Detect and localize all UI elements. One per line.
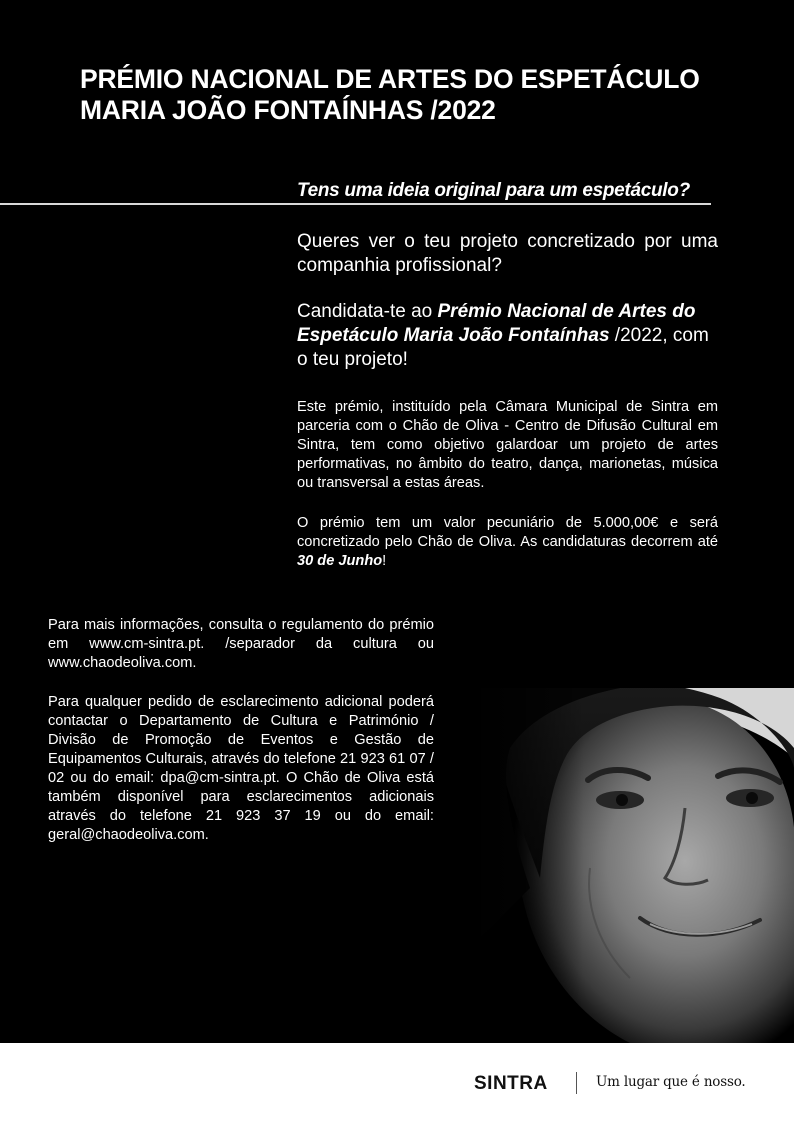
contact-paragraph: Para qualquer pedido de esclarecimento adicional poderá contactar o Departamento de Cultura e Património / Divisão de Promoção de Eventos e Gestão de Equipamentos Culturais, através do telefone 21 923 61 07 / 02 ou do email: dpa@cm-sintra.pt. O Chão de Oliva está também disponível para esclarecimentos adicionais através do telefone 21 923 37 19 ou do email: geral@chaodeoliva.com. xyxy=(48,694,434,843)
lead-question: Queres ver o teu projeto concretizado por uma companhia profissional? xyxy=(297,231,718,276)
cta-prefix: Candidata-te ao xyxy=(297,301,438,322)
award-description: Este prémio, instituído pela Câmara Municipal de Sintra em parceria com o Chão de Oliva - Centro de Difusão Cultural em Sintra, tem como objetivo galardoar um projeto de artes performativas, no âmbito do teatro, dança, marionetas, música ou transversal a estas áreas. xyxy=(297,399,718,491)
footer-divider xyxy=(576,1072,577,1094)
award-name: Prémio Nacional de Artes do Espetáculo Maria João Fontaínhas xyxy=(297,301,696,346)
prize-text-end: ! xyxy=(382,553,387,569)
lead-call-to-action xyxy=(297,300,718,372)
divider-rule xyxy=(0,203,711,205)
footer-bar xyxy=(0,1043,794,1123)
prize-value-paragraph xyxy=(297,514,718,571)
slogan: Um lugar que é nosso. xyxy=(596,1074,746,1090)
cta-suffix: /2022, com o teu projeto! xyxy=(297,325,709,370)
sintra-logo: SINTRA xyxy=(474,1073,548,1094)
title-line-1: PRÉMIO NACIONAL DE ARTES DO ESPETÁCULO xyxy=(80,64,700,94)
tagline: Tens uma ideia original para um espetáculo? xyxy=(297,180,690,201)
prize-text: O prémio tem um valor pecuniário de 5.000,00€ e será concretizado pelo Chão de Oliva. As candidaturas decorrem até xyxy=(297,515,718,550)
portrait-photo xyxy=(470,688,794,1043)
more-info-paragraph: Para mais informações, consulta o regulamento do prémio em www.cm-sintra.pt. /separador da cultura ou www.chaodeoliva.com. xyxy=(48,617,434,671)
deadline: 30 de Junho xyxy=(297,553,383,569)
poster-title xyxy=(80,64,760,126)
title-line-2: MARIA JOÃO FONTAÍNHAS /2022 xyxy=(80,95,496,125)
